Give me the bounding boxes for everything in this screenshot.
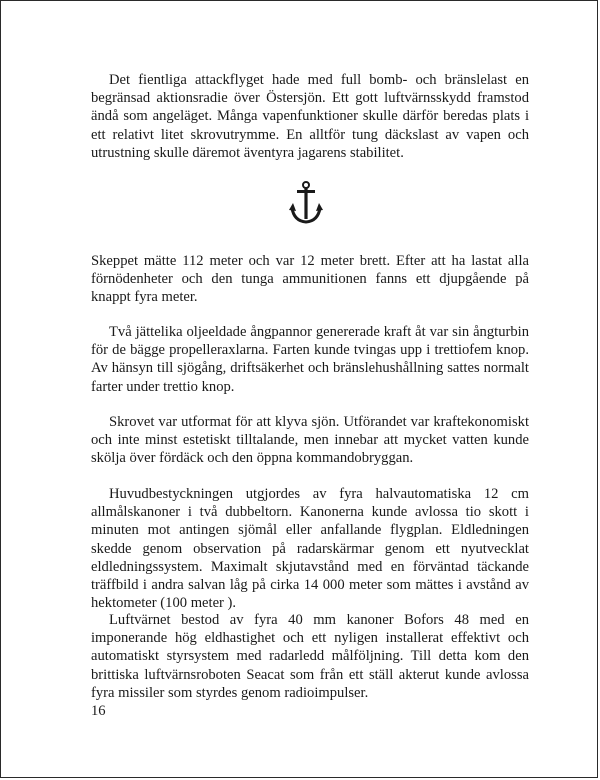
page-number: 16 [91, 703, 106, 719]
paragraph-main-armament: Huvudbestyckningen utgjordes av fyra halvautomatiska 12 cm allmålskanoner i två dubbeltorn. Kanonerna kunde avlossa tio skott i minuten mot antingen sjömål eller anfallande flygplan. Eldledningen skedde genom observation på radarskärmar genom ett nyutvecklat eldledningssystem. Maximalt skjutavstånd med en förväntad täckande träffbild i andra salvan låg på cirka 14 000 meter som mättes i avstånd av hektometer (100 meter ). [91, 486, 529, 612]
paragraph-hull: Skrovet var utformat för att klyva sjön. Utförandet var kraftekonomiskt och inte minst estetiskt tilltalande, men innebar att mycket vatten kunde skölja över fördäck och den öppna kommandobryggan. [91, 414, 529, 467]
paragraph-propulsion: Två jättelika oljeeldade ångpannor genererade kraft åt var sin ångturbin för de bägge propelleraxlarna. Farten kunde tvingas upp i trettiofem knop. Av hänsyn till sjögång, driftsäkerhet och bränslehushållning sattes normalt farter under trettio knop. [91, 324, 529, 395]
paragraph-air-defence: Luftvärnet bestod av fyra 40 mm kanoner Bofors 48 med en imponerande hög eldhastighet och ett nyligen installerat effektivt och automatiskt styrsystem med radarledd målföljning. Till detta kom den brittiska luftvärnsroboten Seacat som från ett ställ akterut kunde avlossa fyra missiler som styrdes genom radioimpulser. [91, 612, 529, 701]
paragraph-ship-dimensions: Skeppet mätte 112 meter och var 12 meter brett. Efter att ha lastat alla förnödenheter och den tunga ammunitionen fanns ett djupgående på knappt fyra meter. [91, 253, 529, 306]
paragraph-anti-aircraft-threat: Det fientliga attackflyget hade med full bomb- och bränslelast en begränsad aktionsradie över Östersjön. Ett gott luftvärnsskydd framstod ändå som angeläget. Många vapenfunktioner skulle därför beredas plats i ett relativt litet skrovutrymme. En alltför tung däckslast av vapen och utrustning skulle däremot äventyra jagarens stabilitet. [91, 72, 529, 161]
anchor-icon [289, 181, 323, 225]
